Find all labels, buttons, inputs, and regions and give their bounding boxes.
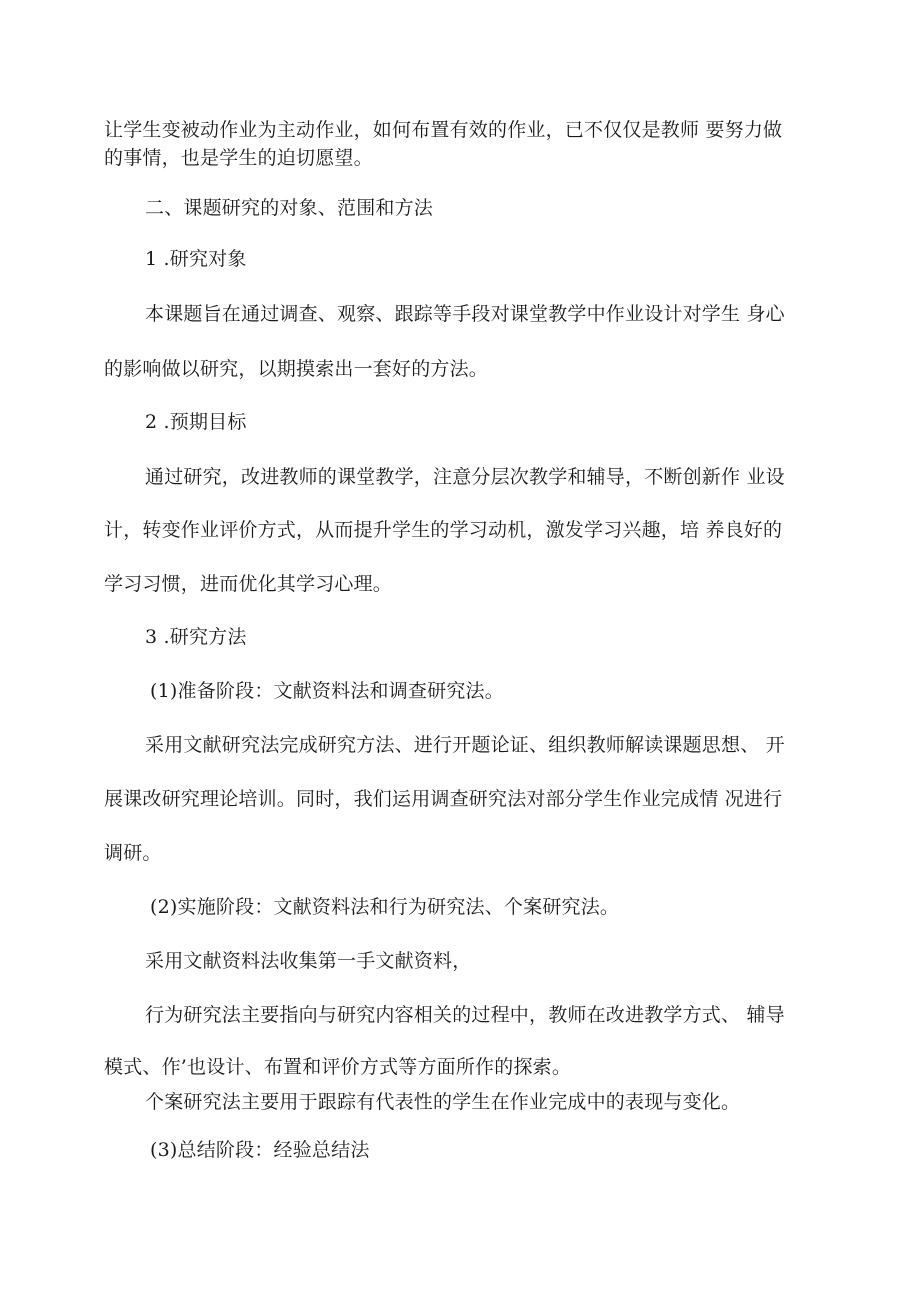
paragraph-line: 采用文献资料法收集第一手文献资料， xyxy=(145,950,472,972)
paragraph-line: 模式、作’也设计、布置和评价方式等方面所作的探索。 xyxy=(104,1056,572,1078)
paragraph-line: 的事情，也是学生的迫切愿望。 xyxy=(104,147,373,169)
stage-heading: (3)总结阶段：经验总结法 xyxy=(150,1139,370,1161)
paragraph-line: 采用文献研究法完成研究方法、进行开题论证、组织教师解读课题思想、 开 xyxy=(145,734,785,756)
paragraph-line: 学习习惯，进而优化其学习心理。 xyxy=(104,573,393,595)
paragraph-line: 展课改研究理论培训。同时，我们运用调查研究法对部分学生作业完成情 况进行 xyxy=(104,788,783,810)
paragraph-line: 本课题旨在通过调查、观察、跟踪等手段对课堂教学中作业设计对学生 身心 xyxy=(145,303,785,325)
paragraph-line: 调研。 xyxy=(104,842,162,864)
stage-heading: (1)准备阶段：文献资料法和调查研究法。 xyxy=(150,680,504,702)
subsection-heading: 3 .研究方法 xyxy=(145,626,247,648)
paragraph-line: 通过研究，改进教师的课堂教学，注意分层次教学和辅导，不断创新作 业设 xyxy=(145,466,785,488)
paragraph-line: 计，转变作业评价方式，从而提升学生的学习动机，激发学习兴趣，培 养良好的 xyxy=(104,519,783,541)
paragraph-line: 的影响做以研究，以期摸索出一套好的方法。 xyxy=(104,358,489,380)
paragraph-line: 让学生变被动作业为主动作业，如何布置有效的作业，已不仅仅是教师 要努力做 xyxy=(104,119,783,141)
section-heading: 二、课题研究的对象、范围和方法 xyxy=(145,197,434,219)
subsection-heading: 2 .预期目标 xyxy=(145,411,247,433)
paragraph-line: 行为研究法主要指向与研究内容相关的过程中，教师在改进教学方式、 辅导 xyxy=(145,1004,785,1026)
paragraph-line: 个案研究法主要用于跟踪有代表性的学生在作业完成中的表现与变化。 xyxy=(145,1091,741,1113)
stage-heading: (2)实施阶段：文献资料法和行为研究法、个案研究法。 xyxy=(150,896,620,918)
subsection-heading: 1 .研究对象 xyxy=(145,248,247,270)
